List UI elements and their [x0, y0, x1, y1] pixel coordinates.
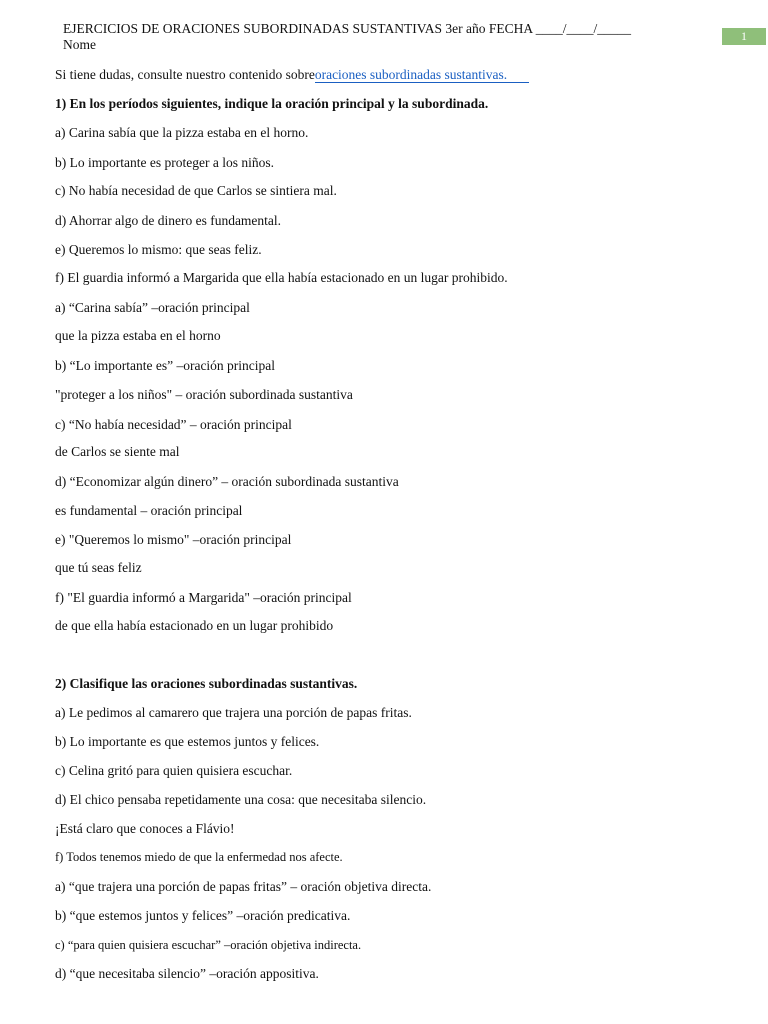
answer-line: c) “para quien quisiera escuchar” –oración objetiva indirecta. [55, 938, 362, 952]
document-title: EJERCICIOS DE ORACIONES SUBORDINADAS SUSTANTIVAS 3er año FECHA ____/____/_____ [63, 21, 631, 36]
exercise-item: a) Carina sabía que la pizza estaba en el horno. [55, 125, 309, 140]
page-number-badge: 1 [722, 28, 766, 45]
answer-line: c) “No había necesidad” – oración principal [55, 417, 292, 432]
exercise-item: ¡Está claro que conoces a Flávio! [55, 821, 235, 836]
answer-line: b) “Lo importante es” –oración principal [55, 358, 276, 373]
name-label: Nome [63, 37, 96, 52]
exercise-item: c) Celina gritó para quien quisiera escuchar. [55, 763, 293, 778]
exercise-item: b) Lo importante es que estemos juntos y felices. [55, 734, 320, 749]
answer-line: e) "Queremos lo mismo" –oración principal [55, 532, 292, 547]
answer-line: a) “Carina sabía” –oración principal [55, 300, 250, 315]
exercise-item: f) El guardia informó a Margarida que ella había estacionado en un lugar prohibido. [55, 270, 508, 285]
answer-line: a) “que trajera una porción de papas fritas” – oración objetiva directa. [55, 879, 432, 894]
exercise-item: f) Todos tenemos miedo de que la enfermedad nos afecte. [55, 850, 343, 864]
answer-line: d) “Economizar algún dinero” – oración subordinada sustantiva [55, 474, 399, 489]
intro-line [55, 67, 529, 83]
answer-line: es fundamental – oración principal [55, 503, 243, 518]
answer-line: que la pizza estaba en el horno [55, 328, 221, 343]
answer-line: d) “que necesitaba silencio” –oración appositiva. [55, 966, 319, 981]
exercise-item: d) El chico pensaba repetidamente una cosa: que necesitaba silencio. [55, 792, 427, 807]
section2-heading: 2) Clasifique las oraciones subordinadas sustantivas. [55, 676, 358, 691]
answer-line: b) “que estemos juntos y felices” –oración predicativa. [55, 908, 351, 923]
answer-line: f) "El guardia informó a Margarida" –oración principal [55, 590, 352, 605]
exercise-item: a) Le pedimos al camarero que trajera una porción de papas fritas. [55, 705, 412, 720]
answer-line: que tú seas feliz [55, 560, 142, 575]
content-link[interactable]: oraciones subordinadas sustantivas. [315, 67, 529, 83]
exercise-item: c) No había necesidad de que Carlos se sintiera mal. [55, 183, 337, 198]
answer-line: de Carlos se siente mal [55, 444, 180, 459]
exercise-item: b) Lo importante es proteger a los niños. [55, 155, 274, 170]
intro-text: Si tiene dudas, consulte nuestro contenido sobre [55, 67, 315, 82]
answer-line: "proteger a los niños" – oración subordinada sustantiva [55, 387, 353, 402]
section1-heading: 1) En los períodos siguientes, indique la oración principal y la subordinada. [55, 96, 489, 111]
answer-line: de que ella había estacionado en un lugar prohibido [55, 618, 334, 633]
exercise-item: d) Ahorrar algo de dinero es fundamental. [55, 213, 282, 228]
exercise-item: e) Queremos lo mismo: que seas feliz. [55, 242, 262, 257]
